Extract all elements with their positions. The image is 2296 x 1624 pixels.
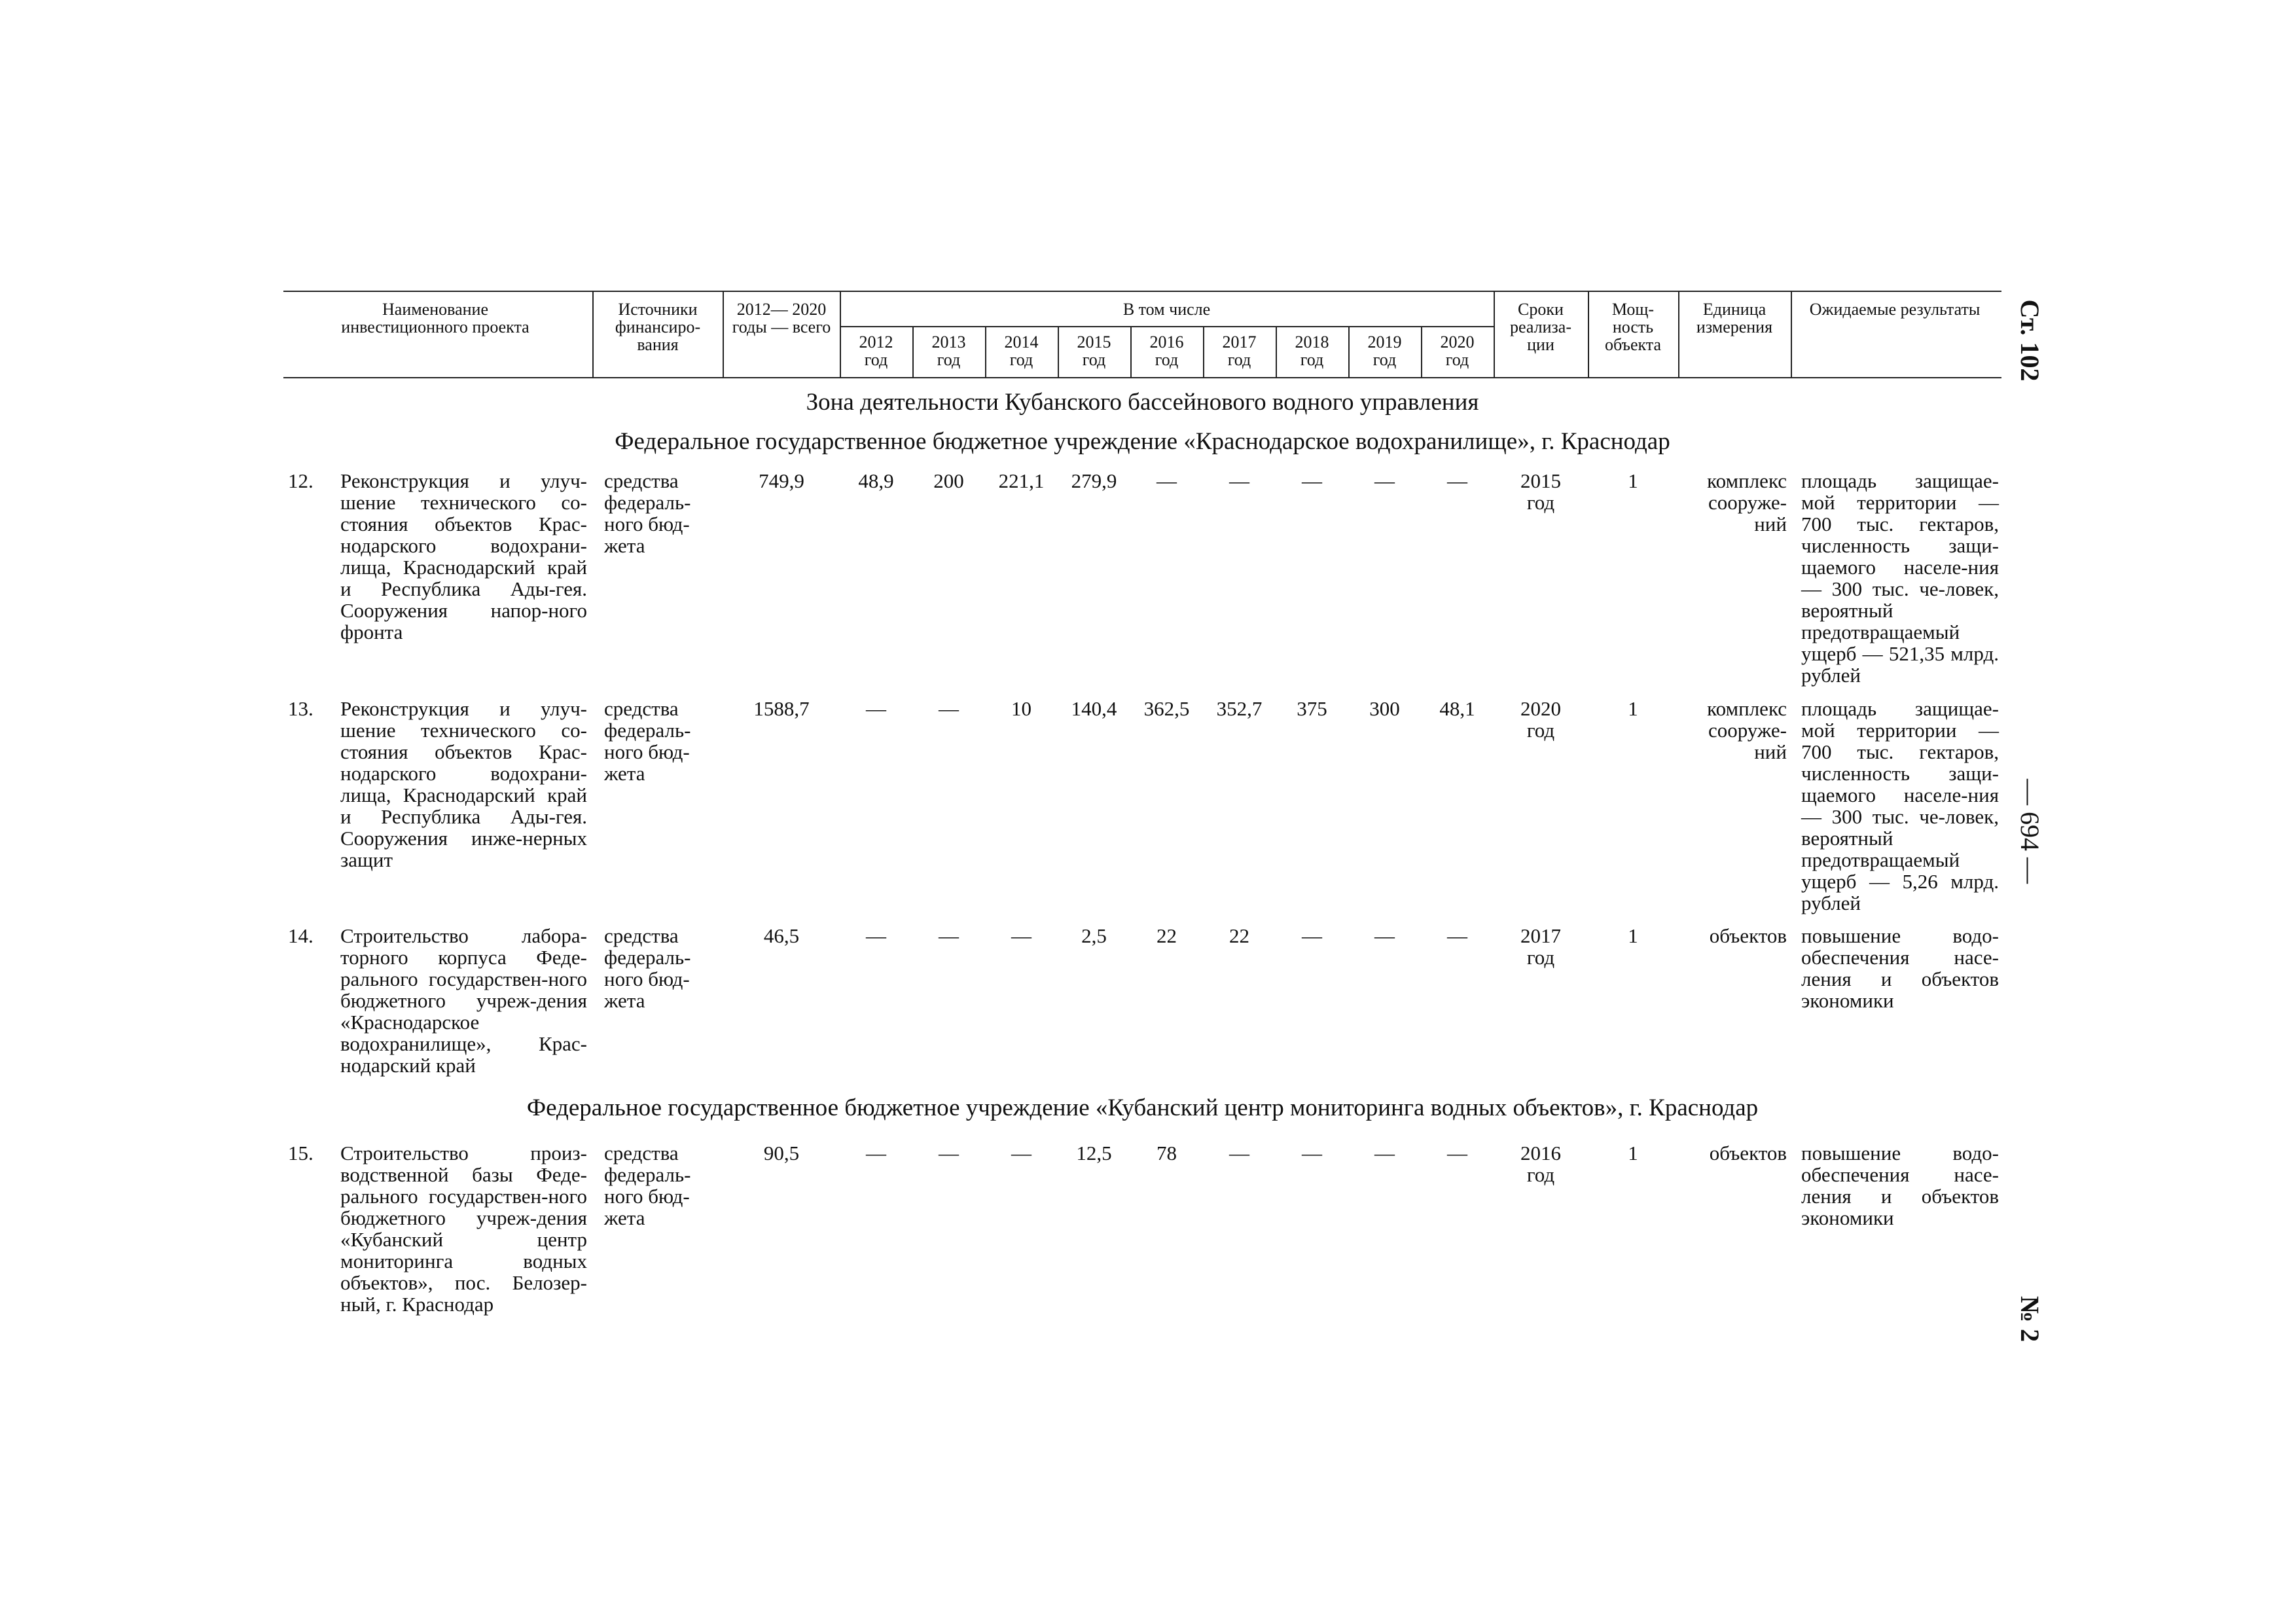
year-value: — (1302, 1142, 1322, 1164)
header-results: Ожидаемые результаты (1809, 300, 1981, 319)
year-value: — (939, 924, 959, 947)
header-funding-source: Источники финансиро-вания (615, 300, 701, 354)
year-value: — (1157, 469, 1177, 492)
side-issue-number: № 2 (2015, 1295, 2045, 1343)
header-divider (1678, 291, 1679, 377)
implementation-term: 2015 год (1520, 469, 1561, 514)
funding-source: средства федераль-ного бюд-жета (604, 469, 691, 557)
year-value: — (1229, 469, 1249, 492)
year-value: 375 (1297, 697, 1327, 720)
year-value: — (1374, 469, 1395, 492)
header-year: 2015 год (1077, 333, 1111, 369)
project-name: Строительство лабора-торного корпуса Феде-рального государствен-ного бюджетного учреж-дения «Краснодарское водохранилище», Крас-нодарский край (340, 924, 587, 1077)
header-year: 2016 год (1149, 333, 1184, 369)
year-value: — (1302, 469, 1322, 492)
header-year: 2018 год (1295, 333, 1329, 369)
year-value: — (866, 924, 886, 947)
year-value: 2,5 (1081, 924, 1107, 947)
year-value: — (939, 1142, 959, 1164)
row-number: 15. (288, 1142, 314, 1164)
funding-source: средства федераль-ного бюд-жета (604, 924, 691, 1012)
header-total: 2012— 2020 годы — всего (732, 300, 831, 336)
project-name: Строительство произ-водственной базы Феде-рального государствен-ного бюджетного учреж-дения «Кубанский центр мониторинга водных объектов», пос. Белозер-ный, г. Краснодар (340, 1142, 587, 1316)
year-value: 200 (933, 469, 964, 492)
year-value: — (866, 697, 886, 720)
year-value: — (1447, 924, 1467, 947)
funding-source: средства федераль-ного бюд-жета (604, 1142, 691, 1229)
year-value: 300 (1369, 697, 1400, 720)
project-name: Реконструкция и улуч-шение технического со-стояния объектов Крас-нодарского водохрани-лища, Краснодарский край и Республика Ады-гея. Сооружения инже-нерных защит (340, 697, 587, 871)
header-divider (592, 291, 594, 377)
year-value: — (1374, 924, 1395, 947)
year-value: — (1447, 1142, 1467, 1164)
header-including: В том числе (1122, 300, 1211, 319)
header-divider (723, 291, 724, 377)
row-number: 12. (288, 469, 314, 492)
total-value: 90,5 (763, 1142, 800, 1164)
implementation-term: 2017 год (1520, 924, 1561, 969)
header-year: 2014 год (1004, 333, 1039, 369)
year-value: 279,9 (1071, 469, 1117, 492)
expected-results: повышение водо-обеспечения насе-ления и объектов экономики (1801, 1142, 1999, 1229)
year-value: — (1447, 469, 1467, 492)
header-year: 2019 год (1367, 333, 1402, 369)
year-value: — (866, 1142, 886, 1164)
year-value: — (939, 697, 959, 720)
implementation-term: 2020 год (1520, 697, 1561, 742)
expected-results: площадь защищае-мой территории — 700 тыс. гектаров, численность защи-щаемого населе-ния — 300 тыс. че-ловек, вероятный предотвращаемый ущерб — 5,26 млрд. рублей (1801, 697, 1999, 914)
year-value: 140,4 (1071, 697, 1117, 720)
header-year: 2017 год (1222, 333, 1257, 369)
year-value: — (1302, 924, 1322, 947)
header-year: 2013 год (931, 333, 966, 369)
organization-title: Федеральное государственное бюджетное учреждение «Краснодарское водохранилище», г. Краснодар (615, 428, 1670, 455)
header-divider (1588, 291, 1589, 377)
header-project-name: Наименование инвестиционного проекта (341, 300, 529, 336)
header-terms: Сроки реализа-ции (1510, 300, 1571, 354)
year-value: 221,1 (998, 469, 1045, 492)
measurement-unit: комплекс сооруже-ний (1707, 697, 1787, 763)
measurement-unit: комплекс сооруже-ний (1707, 469, 1787, 535)
year-value: 10 (1011, 697, 1031, 720)
header-bottom-rule (283, 377, 2001, 378)
capacity-value: 1 (1628, 924, 1638, 947)
year-value: 12,5 (1076, 1142, 1112, 1164)
side-page-number: Ст. 102 (2015, 299, 2045, 382)
header-top-rule (283, 291, 2001, 292)
year-value: 22 (1229, 924, 1249, 947)
year-value: — (1011, 1142, 1031, 1164)
zone-title: Зона деятельности Кубанского бассейнового водного управления (806, 389, 1479, 416)
funding-source: средства федераль-ного бюд-жета (604, 697, 691, 785)
header-divider (1494, 291, 1495, 377)
measurement-unit: объектов (1709, 1142, 1787, 1164)
capacity-value: 1 (1628, 697, 1638, 720)
organization-title: Федеральное государственное бюджетное учреждение «Кубанский центр мониторинга водных объектов», г. Краснодар (526, 1094, 1759, 1121)
year-value: 48,1 (1439, 697, 1475, 720)
header-year: 2012 год (859, 333, 893, 369)
total-value: 749,9 (759, 469, 804, 492)
header-divider (1791, 291, 1792, 377)
year-value: — (1374, 1142, 1395, 1164)
header-capacity: Мощ-ность объекта (1604, 300, 1662, 354)
measurement-unit: объектов (1709, 924, 1787, 947)
year-value: 22 (1157, 924, 1177, 947)
expected-results: площадь защищае-мой территории — 700 тыс. гектаров, численность защи-щаемого населе-ния — 300 тыс. че-ловек, вероятный предотвращаемый ущерб — 521,35 млрд. рублей (1801, 469, 1999, 687)
header-unit: Единица измерения (1696, 300, 1773, 336)
capacity-value: 1 (1628, 469, 1638, 492)
project-name: Реконструкция и улуч-шение технического со-стояния объектов Крас-нодарского водохрани-лища, Краснодарский край и Республика Ады-гея. Сооружения напор-ного фронта (340, 469, 587, 643)
year-value: 352,7 (1216, 697, 1263, 720)
year-value: 48,9 (858, 469, 894, 492)
year-value: 78 (1157, 1142, 1177, 1164)
year-value: — (1011, 924, 1031, 947)
year-value: 362,5 (1143, 697, 1190, 720)
row-number: 13. (288, 697, 314, 720)
total-value: 46,5 (763, 924, 800, 947)
implementation-term: 2016 год (1520, 1142, 1561, 1186)
expected-results: повышение водо-обеспечения насе-ления и объектов экономики (1801, 924, 1999, 1012)
row-number: 14. (288, 924, 314, 947)
total-value: 1588,7 (753, 697, 810, 720)
header-year: 2020 год (1440, 333, 1475, 369)
year-value: — (1229, 1142, 1249, 1164)
capacity-value: 1 (1628, 1142, 1638, 1164)
side-folio-number: — 694 — (2015, 779, 2045, 884)
years-subheader-rule (840, 326, 1494, 327)
